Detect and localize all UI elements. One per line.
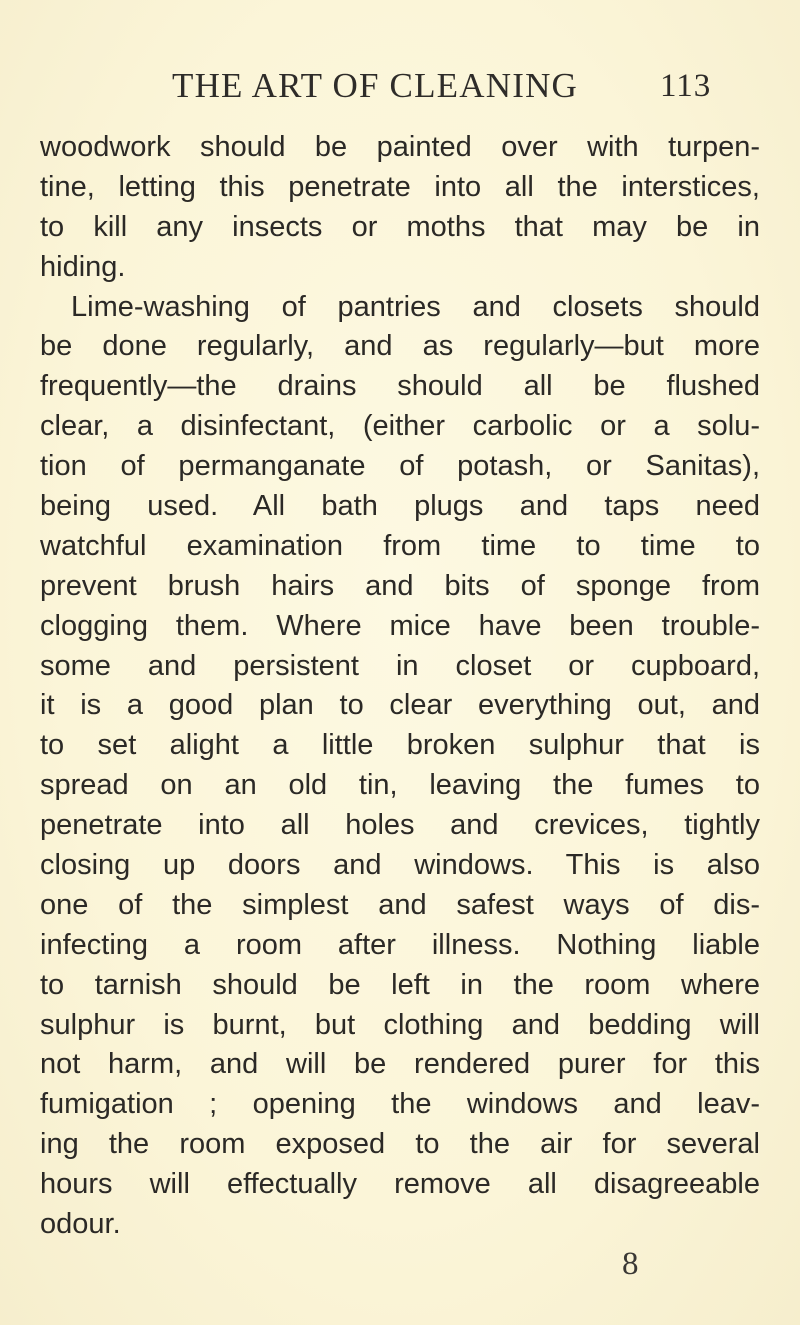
body-text <box>40 128 760 1245</box>
text-line: one of the simplest and safest ways of dis- <box>40 888 760 921</box>
text-line: watchful examination from time to time to <box>40 529 760 562</box>
running-title: THE ART OF CLEANING <box>172 66 579 105</box>
text-line: ing the room exposed to the air for several <box>40 1128 760 1161</box>
text-line: prevent brush hairs and bits of sponge from <box>40 569 760 602</box>
text-line: odour. <box>40 1208 121 1241</box>
text-line: fumigation ; opening the windows and leav- <box>40 1088 760 1121</box>
text-line: to tarnish should be left in the room where <box>40 968 760 1001</box>
text-line: not harm, and will be rendered purer for this <box>40 1048 760 1081</box>
text-line: it is a good plan to clear everything out, and <box>40 689 760 722</box>
text-line: frequently—the drains should all be flushed <box>40 370 760 403</box>
text-line: tion of permanganate of potash, or Sanitas), <box>40 450 760 483</box>
text-line: closing up doors and windows. This is also <box>40 849 760 882</box>
signature-mark: 8 <box>622 1246 639 1282</box>
text-line: spread on an old tin, leaving the fumes to <box>40 769 760 802</box>
text-line: be done regularly, and as regularly—but more <box>40 330 760 363</box>
text-line: to kill any insects or moths that may be in <box>40 210 760 243</box>
text-line: Lime-washing of pantries and closets should <box>71 290 760 323</box>
text-line: to set alight a little broken sulphur that is <box>40 729 760 762</box>
text-line: penetrate into all holes and crevices, tightly <box>40 809 760 842</box>
text-line: woodwork should be painted over with turpen- <box>40 131 760 163</box>
text-line: being used. All bath plugs and taps need <box>40 490 760 523</box>
text-line: tine, letting this penetrate into all the interstices, <box>40 170 760 203</box>
text-line: hiding. <box>40 250 126 283</box>
text-line: clear, a disinfectant, (either carbolic or a solu- <box>40 410 760 443</box>
text-line: sulphur is burnt, but clothing and bedding will <box>40 1008 760 1041</box>
text-line: infecting a room after illness. Nothing liable <box>40 928 760 961</box>
text-line: clogging them. Where mice have been trouble- <box>40 609 760 642</box>
text-line: some and persistent in closet or cupboard, <box>40 649 760 682</box>
text-line: hours will effectually remove all disagreeable <box>40 1168 760 1201</box>
page-number: 113 <box>660 68 712 104</box>
